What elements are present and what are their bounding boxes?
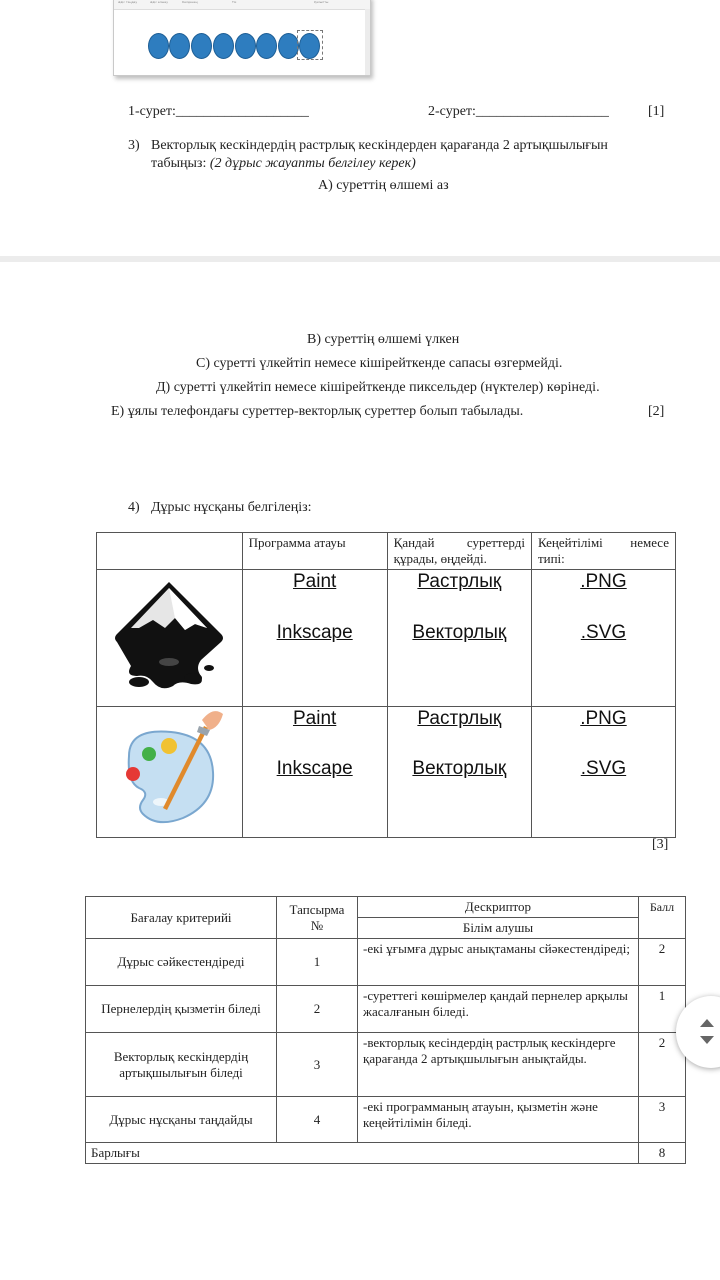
- rubric-score: 1: [639, 986, 686, 1033]
- table-row: [86, 939, 686, 986]
- blue-ellipse: [235, 33, 256, 59]
- rubric-total: 8: [639, 1143, 686, 1164]
- option-paint[interactable]: Paint: [292, 571, 337, 592]
- thumbnail-scrollbar: [365, 9, 370, 75]
- option-vector[interactable]: Векторлық: [412, 758, 507, 779]
- rubric-task: 2: [277, 986, 358, 1033]
- q3-question: [151, 137, 641, 173]
- q3-note: (2 дұрыс жауапты белгілеу керек): [209, 156, 416, 171]
- extension-options: [531, 570, 675, 707]
- q3-mark: [2]: [648, 404, 665, 419]
- q4-number: 4): [128, 500, 140, 515]
- header-extension: Кеңейтілімі немесе типі:: [537, 535, 669, 566]
- icon-cell: [97, 570, 243, 707]
- rubric-header-task: Тапсырма №: [277, 897, 358, 939]
- q3-option-a: А) суреттің өлшемі аз: [318, 178, 449, 193]
- rubric-score: 2: [639, 939, 686, 986]
- chevron-down-icon: [700, 1036, 714, 1044]
- q3-option-b: В) суреттің өлшемі үлкен: [307, 332, 460, 347]
- table-header: [387, 533, 531, 570]
- thumbnail-toolbar-label: Тік: [232, 0, 237, 4]
- q2-mark: [1]: [648, 104, 665, 119]
- table-row: [97, 707, 676, 838]
- table-header-empty: [97, 533, 243, 570]
- rubric-score: 2: [639, 1033, 686, 1097]
- table-row: [86, 1143, 686, 1164]
- q3-number: 3): [128, 138, 140, 153]
- rubric-task: 4: [277, 1097, 358, 1143]
- type-options: [387, 570, 531, 707]
- option-raster[interactable]: Растрлық: [417, 708, 502, 729]
- table-row: [97, 570, 676, 707]
- rubric-header-descriptor: Дескриптор: [358, 897, 639, 918]
- picture-2-blank: 2-сурет:___________________: [428, 104, 609, 119]
- q3-option-c: С) суретті үлкейтіп немесе кішірейткенде сапасы өзгермейді.: [196, 356, 563, 371]
- rubric-descriptor: -суреттегі көшірмелер қандай пернелер арқылы жасалғанын біледі.: [358, 986, 639, 1033]
- rubric-table: [85, 896, 686, 1164]
- rubric-descriptor: -екі программаның атауын, қызметін және кеңейтілімін біледі.: [358, 1097, 639, 1143]
- thumbnail-toolbar: [114, 0, 370, 10]
- icon-cell: [97, 707, 243, 838]
- option-paint[interactable]: Paint: [292, 708, 337, 729]
- page-break: [0, 256, 720, 262]
- thumbnail-toolbar-label: Әдіс өлшеу: [150, 0, 168, 4]
- rubric-score: 3: [639, 1097, 686, 1143]
- q3-option-e: Е) ұялы телефондағы суреттер-векторлық суреттер болып табылады.: [111, 404, 524, 419]
- rubric-header-criteria: Бағалау критерийі: [86, 897, 277, 939]
- table-row: [86, 986, 686, 1033]
- thumbnail-toolbar-label: Әдіс таңдау: [118, 0, 138, 4]
- option-png[interactable]: .PNG: [580, 708, 627, 729]
- chevron-up-icon: [700, 1019, 714, 1027]
- rubric-criteria: Дұрыс нұсқаны таңдайды: [86, 1097, 277, 1143]
- option-raster[interactable]: Растрлық: [417, 571, 502, 592]
- selection-box: [297, 30, 323, 60]
- type-options: [387, 707, 531, 838]
- rubric-descriptor: -екі ұғымға дұрыс анықтаманы сйәкестендіреді;: [358, 939, 639, 986]
- q3-text: Векторлық кескіндердің растрлық кескіндерден қарағанда 2 артықшылығын табыңыз:: [151, 138, 608, 171]
- blue-ellipse: [169, 33, 190, 59]
- blue-ellipse: [278, 33, 299, 59]
- q4-text: Дұрыс нұсқаны белгілеңіз:: [151, 500, 312, 515]
- blue-ellipse: [256, 33, 277, 59]
- table-header: [531, 533, 675, 570]
- blue-ellipse: [191, 33, 212, 59]
- option-vector[interactable]: Векторлық: [412, 622, 507, 643]
- rubric-header-learner: Білім алушы: [358, 918, 639, 939]
- program-options: [242, 707, 387, 838]
- rubric-criteria: Векторлық кескіндердің артықшылығын біледі: [86, 1033, 277, 1097]
- rubric-task: 3: [277, 1033, 358, 1097]
- option-inkscape[interactable]: Inkscape: [276, 622, 353, 643]
- q3-option-d: Д) суретті үлкейтіп немесе кішірейткенде пиксельдер (нүктелер) көрінеді.: [156, 380, 600, 395]
- thumbnail-toolbar-label: Қалыпты: [314, 0, 329, 4]
- table-row: [86, 1033, 686, 1097]
- header-image-type: Қандай суреттерді құрады, өңдейді.: [393, 535, 525, 566]
- q4-mark: [3]: [652, 837, 669, 852]
- inkscape-icon: [109, 578, 229, 694]
- program-matching-table: [96, 532, 676, 838]
- option-svg[interactable]: .SVG: [580, 622, 627, 643]
- extension-options: [531, 707, 675, 838]
- option-svg[interactable]: .SVG: [580, 758, 627, 779]
- rubric-header-score: Балл: [639, 897, 686, 939]
- blue-ellipse: [148, 33, 169, 59]
- rubric-descriptor: -векторлық кесіндердің растрлық кескіндерге қарағанда 2 артықшылығын анықтайды.: [358, 1033, 639, 1097]
- paint-palette-icon: [109, 708, 229, 832]
- program-options: [242, 570, 387, 707]
- option-inkscape[interactable]: Inkscape: [276, 758, 353, 779]
- table-row: [86, 1097, 686, 1143]
- blue-ellipse: [213, 33, 234, 59]
- rubric-total-label: Барлығы: [86, 1143, 639, 1164]
- header-program-name: Программа атауы: [248, 535, 346, 550]
- table-header: [242, 533, 387, 570]
- thumbnail-toolbar-label: Көлденең: [182, 0, 198, 4]
- picture-1-blank: 1-сурет:___________________: [128, 104, 309, 119]
- rubric-criteria: Пернелердің қызметін біледі: [86, 986, 277, 1033]
- rubric-task: 1: [277, 939, 358, 986]
- rubric-criteria: Дұрыс сәйкестендіреді: [86, 939, 277, 986]
- screenshot-thumbnail: [113, 0, 371, 76]
- option-png[interactable]: .PNG: [580, 571, 627, 592]
